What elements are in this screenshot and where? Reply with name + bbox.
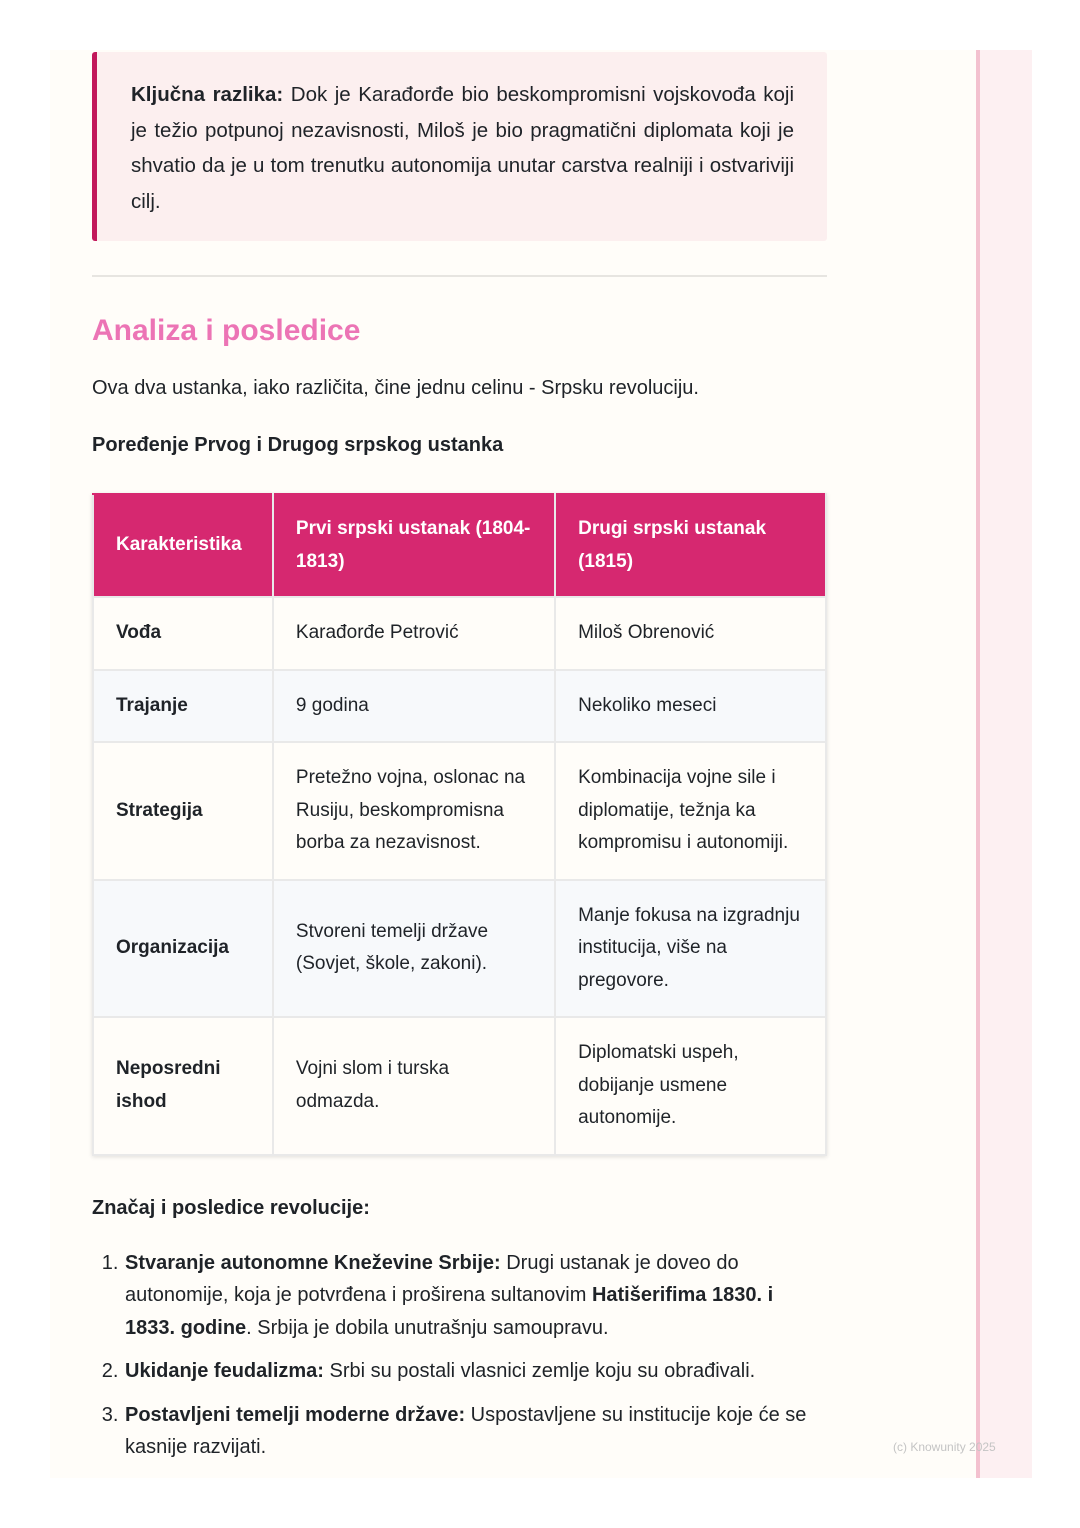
- key-difference-callout: [92, 52, 827, 241]
- margin-strip: [976, 50, 1032, 1478]
- callout-label: Ključna razlika:: [131, 83, 284, 106]
- document-page: [50, 50, 1032, 1478]
- significance-list: [92, 1247, 827, 1464]
- margin-line: [976, 50, 980, 1478]
- table-cell: Karađorđe Petrović: [273, 597, 555, 670]
- list-item: [124, 1399, 827, 1464]
- table-row-label: Vođa: [93, 597, 273, 670]
- list-item: [124, 1247, 827, 1345]
- section-intro: Ova dva ustanka, iako različita, čine jednu celinu - Srpsku revoluciju.: [92, 377, 699, 399]
- list-item-text: . Srbija je dobila unutrašnju samoupravu.: [246, 1316, 609, 1339]
- table-row: [93, 1017, 826, 1155]
- table-header-cell: Drugi srpski ustanak (1815): [555, 494, 826, 597]
- table-cell: Pretežno vojna, oslonac na Rusiju, beskompromisna borba za nezavisnost.: [273, 742, 555, 880]
- list-item-bold: Ukidanje feudalizma:: [125, 1360, 324, 1382]
- table-cell: 9 godina: [273, 670, 555, 743]
- table-header-cell: Prvi srpski ustanak (1804-1813): [273, 494, 555, 597]
- table-header-cell: Karakteristika: [93, 494, 273, 597]
- content: [92, 50, 827, 1475]
- table-header-row: [93, 494, 826, 597]
- table-cell: Manje fokusa na izgradnju institucija, više na pregovore.: [555, 880, 826, 1018]
- table-row-label: Strategija: [93, 742, 273, 880]
- table-row: [93, 597, 826, 670]
- section-heading: Analiza i posledice: [92, 314, 361, 347]
- table-row-label: Organizacija: [93, 880, 273, 1018]
- table-cell: Kombinacija vojne sile i diplomatije, težnja ka kompromisu i autonomiji.: [555, 742, 826, 880]
- callout-text: Dok je Karađorđe bio beskompromisni vojskovođa koji je težio potpunoj nezavisnosti, Miloš je bio pragmatični diplomata koji je shvatio da je u tom trenutku autonomija unutar carstva realniji i ostvariviji cilj.: [131, 83, 795, 213]
- table-cell: Stvoreni temelji države (Sovjet, škole, zakoni).: [273, 880, 555, 1018]
- list-item-text: Srbi su postali vlasnici zemlje koju su obrađivali.: [323, 1360, 756, 1382]
- table-title: Poređenje Prvog i Drugog srpskog ustanka: [92, 434, 504, 456]
- list-item-text: Uspostavljene su institucije koje će se kasnije razvijati.: [125, 1403, 807, 1458]
- table-row: [93, 742, 826, 880]
- table-row-label: Trajanje: [93, 670, 273, 743]
- significance-title: Značaj i posledice revolucije:: [92, 1196, 370, 1219]
- list-item-bold: Stvaranje autonomne Kneževine Srbije:: [125, 1251, 501, 1274]
- section-divider: [92, 275, 827, 277]
- list-item-bold: Hatišerifima 1830. i 1833. godine: [125, 1284, 774, 1339]
- list-item-bold: Postavljeni temelji moderne države:: [125, 1403, 466, 1426]
- table-row: [93, 880, 826, 1018]
- table-row: [93, 670, 826, 743]
- table-row-label: Neposredni ishod: [93, 1017, 273, 1155]
- copyright-footer: (c) Knowunity 2025: [893, 1440, 996, 1454]
- list-item: [124, 1355, 827, 1388]
- list-item-text: Drugi ustanak je doveo do autonomije, koja je potvrđena i proširena sultanovim: [125, 1251, 739, 1306]
- table-cell: Diplomatski uspeh, dobijanje usmene autonomije.: [555, 1017, 826, 1155]
- comparison-table: [92, 493, 827, 1156]
- table-cell: Vojni slom i turska odmazda.: [273, 1017, 555, 1155]
- table-cell: Miloš Obrenović: [555, 597, 826, 670]
- table-cell: Nekoliko meseci: [555, 670, 826, 743]
